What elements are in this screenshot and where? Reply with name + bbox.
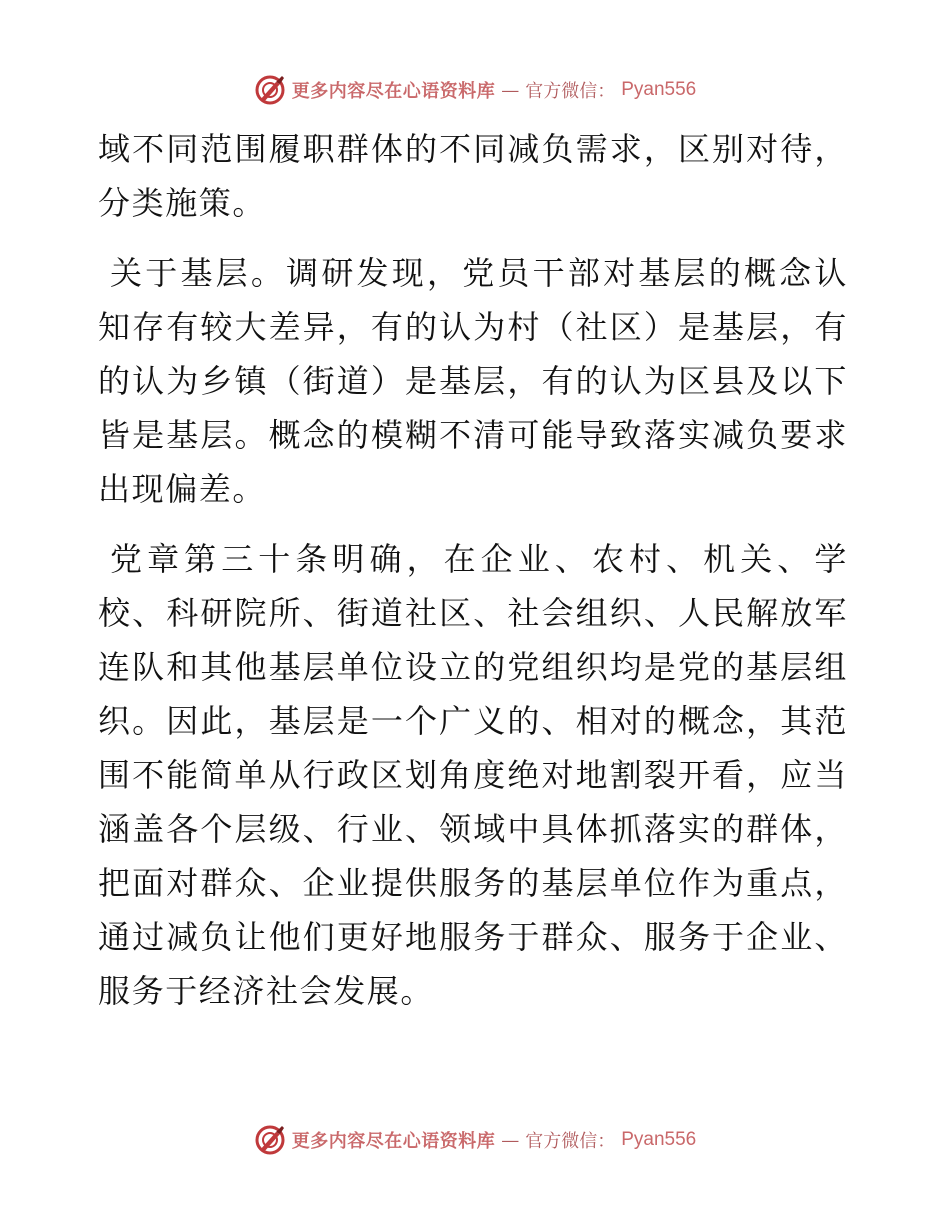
watermark-official-label: 官方微信： <box>525 1131 616 1152</box>
watermark-account-id: Pyan556 <box>621 79 697 100</box>
watermark-official-label: 官方微信： <box>525 81 616 102</box>
header-watermark <box>0 70 950 110</box>
watermark-separator: — <box>501 1129 520 1151</box>
pen-logo-icon <box>254 1124 286 1156</box>
paragraph-continuation: 域不同范围履职群体的不同减负需求，区别对待，分类施策。 <box>98 130 848 222</box>
footer-watermark <box>0 1120 950 1160</box>
watermark-brand-text: 更多内容尽在心语资料库 <box>291 1131 496 1152</box>
paragraph-about-grassroots: 关于基层。调研发现，党员干部对基层的概念认知存有较大差异，有的认为村（社区）是基层，有的认为乡镇（街道）是基层，有的认为区县及以下皆是基层。概念的模糊不清可能导致落实减负要求出现偏差。 <box>98 254 848 508</box>
pen-logo-icon <box>254 74 286 106</box>
watermark-account-id: Pyan556 <box>621 1129 697 1150</box>
watermark-separator: — <box>501 79 520 101</box>
watermark-brand-text: 更多内容尽在心语资料库 <box>291 81 496 102</box>
document-body <box>98 122 848 1034</box>
paragraph-party-constitution: 党章第三十条明确，在企业、农村、机关、学校、科研院所、街道社区、社会组织、人民解放军连队和其他基层单位设立的党组织均是党的基层组织。因此，基层是一个广义的、相对的概念，其范围不能简单从行政区划角度绝对地割裂开看，应当涵盖各个层级、行业、领域中具体抓落实的群体，把面对群众、企业提供服务的基层单位作为重点，通过减负让他们更好地服务于群众、服务于企业、服务于经济社会发展。 <box>98 540 848 1010</box>
